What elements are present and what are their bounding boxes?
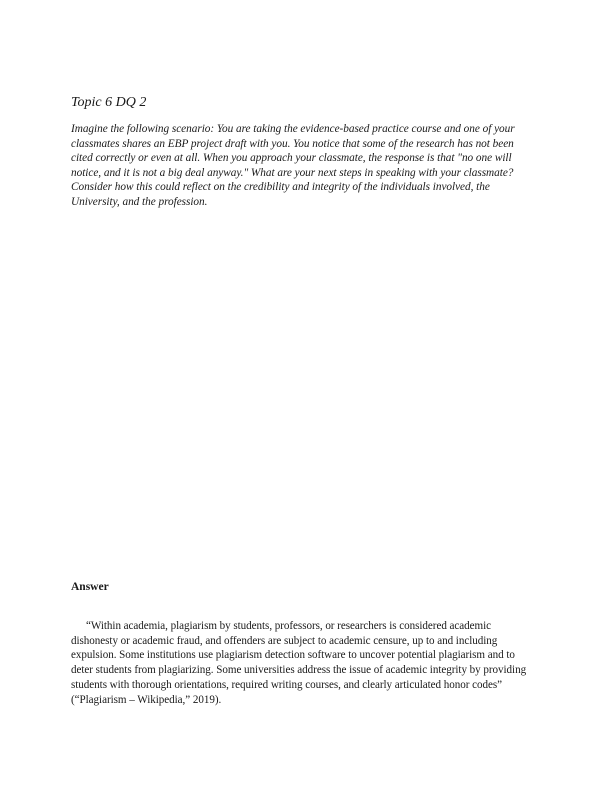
- discussion-prompt: Imagine the following scenario: You are taking the evidence-based practice course and one of your classmates shares an EBP project draft with you. You notice that some of the research has not been cited correctly or even at all. When you approach your classmate, the response is that "no one will notice, and it is not a big deal anyway." What are your next steps in speaking with your classmate? Consider how this could reflect on the credibility and integrity of the individuals involved, the University, and the profession.: [71, 123, 515, 208]
- answer-heading: Answer: [71, 581, 109, 593]
- topic-title: Topic 6 DQ 2: [71, 95, 147, 110]
- answer-paragraph: “Within academia, plagiarism by students, professors, or researchers is considered academic dishonesty or academic fraud, and offenders are subject to academic censure, up to and including expulsion. Some institutions use plagiarism detection software to uncover potential plagiarism and to deter students from plagiarizing. Some universities address the issue of academic integrity by providing students with thorough orientations, required writing courses, and clearly articulated honor codes” (“Plagiarism – Wikipedia,” 2019).: [71, 620, 527, 706]
